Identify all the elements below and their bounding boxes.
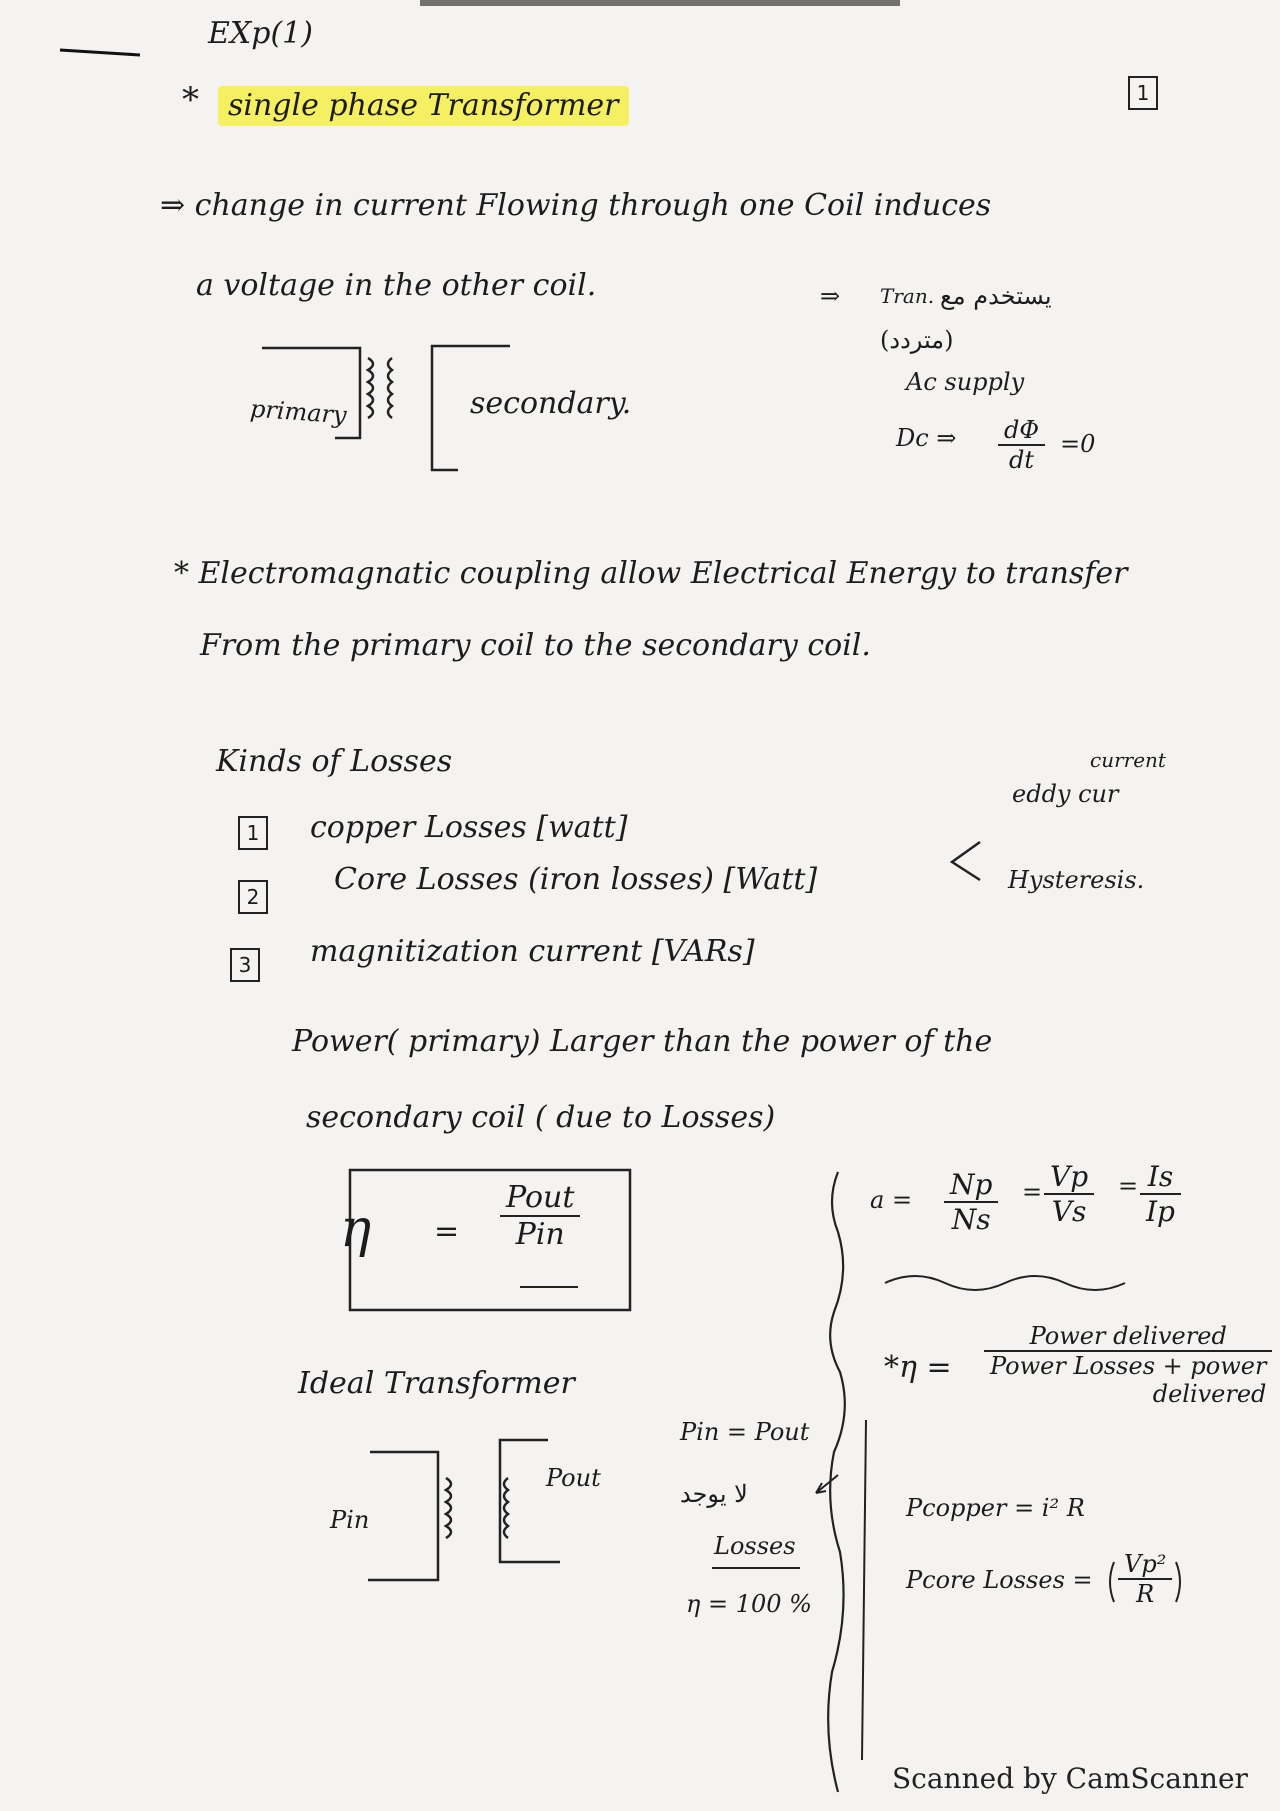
power-line-2: secondary coil ( due to Losses) [306,1100,776,1135]
branch-bracket [952,842,980,880]
loss-number-3: 3 [230,948,260,982]
branch-hysteresis: Hysteresis. [1008,866,1145,894]
exp-label: EXp(1) [208,16,313,51]
side-arabic-1: يستخدم مع [940,282,1052,310]
intro-line-1: ⇒ change in current Flowing through one Coil induces [160,188,992,223]
side-arabic-2: (متردد) [880,326,954,354]
eta-symbol: η [340,1199,372,1259]
ratio-eq-3: = [1118,1172,1139,1200]
power-line-1: Power( primary) Larger than the power of the [292,1024,993,1059]
side-ac-supply: Ac supply [906,368,1025,396]
intro-line-2: a voltage in the other coil. [196,268,597,303]
page-title: single phase Transformer [218,86,629,126]
side-zero: =0 [1060,430,1096,458]
ideal-pin-label: Pin [330,1506,370,1534]
loss-item-1: copper Losses [watt] [310,810,628,845]
secondary-label: secondary. [470,386,632,421]
ideal-arabic-note: لا يوجد [680,1480,748,1508]
ratio-current-fraction: $\frac{Is}{Ip}$ [1140,1160,1181,1228]
ideal-eta-100: η = 100 % [686,1590,812,1618]
ideal-heading: Ideal Transformer [298,1366,575,1401]
ratio-eq-2: = [1022,1178,1043,1206]
loss-item-3: magnitization current [VARs] [310,934,755,969]
loss-number-2: 2 [238,880,268,914]
efficiency-equals: = [434,1214,460,1249]
side-dc: Dc ⇒ [896,424,957,452]
branch-current-word: current [1090,748,1166,772]
ratio-a-eq: a = [870,1186,913,1214]
separator-line [862,1420,866,1760]
core-loss-prefix: Pcore Losses = [906,1566,1093,1594]
ratio-voltage-fraction: $\frac{Vp}{Vs}$ [1044,1160,1094,1228]
coupling-line-2: From the primary coil to the secondary coil. [200,628,871,663]
loss-item-2: Core Losses (iron losses) [Watt] [334,862,818,897]
branch-eddy: eddy cur [1012,780,1119,808]
copper-loss-formula: Pcopper = i² R [906,1494,1085,1522]
side-arrow: ⇒ [820,282,841,310]
efficiency-fraction: Pout Pin [500,1180,580,1252]
ideal-losses-word: Losses [714,1532,796,1560]
losses-heading: Kinds of Losses [216,744,453,779]
eta-formula-prefix: *η = [884,1350,952,1385]
ideal-pout-label: Pout [546,1464,601,1492]
core-loss-fraction: $\frac{\text{Vp²}}{R}$ [1118,1550,1172,1608]
page-number: 1 [1128,76,1158,110]
ratio-underline-wave [885,1276,1125,1290]
coupling-line-1: * Electromagnatic coupling allow Electrical Energy to transfer [174,556,1128,591]
eta-formula-fraction: Power delivered Power Losses + power delivered [984,1322,1272,1408]
scanner-watermark: Scanned by CamScanner [892,1762,1248,1795]
efficiency-box-frame [350,1170,630,1310]
primary-label: primary [249,394,348,430]
loss-number-1: 1 [238,816,268,850]
ratio-turns-fraction: $\frac{Np}{Ns}$ [944,1168,998,1236]
dphi-dt-fraction: $\frac{d\Phi}{dt}$ [998,416,1045,474]
transformer-diagram-ideal [368,1440,560,1580]
side-tran: Tran. [880,284,935,308]
star-bullet: * [182,80,199,120]
ideal-eq-pin-pout: Pin = Pout [680,1418,810,1446]
